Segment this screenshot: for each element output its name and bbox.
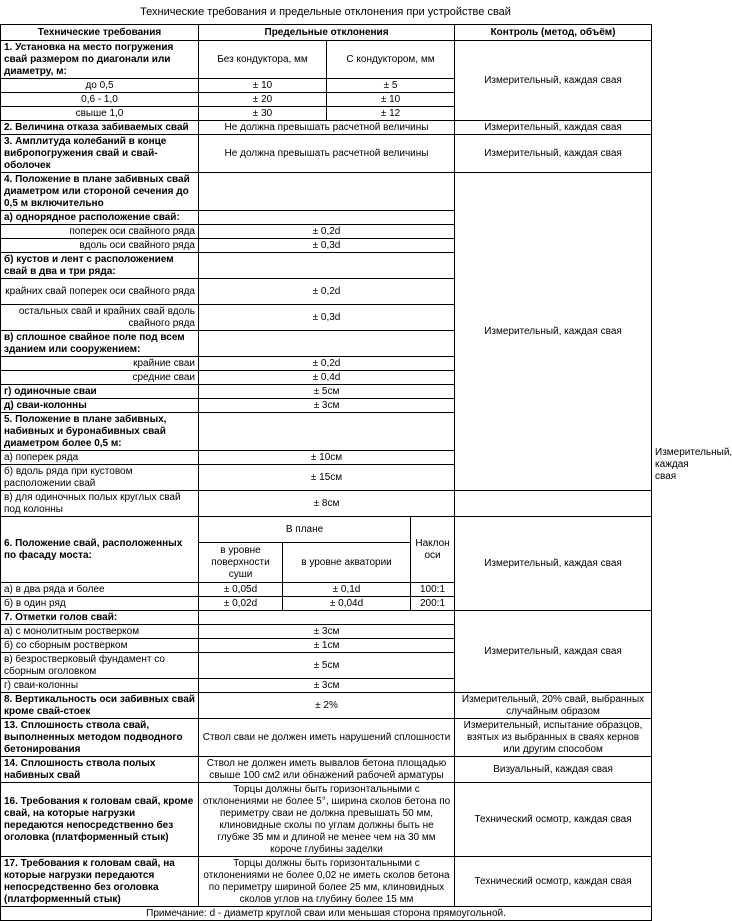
empty-cell: [199, 211, 455, 225]
note-row: [1, 907, 652, 921]
s4a-row-label: вдоль оси свайного ряда: [1, 239, 199, 253]
s4-control: Измерительный, каждая свая: [455, 173, 652, 491]
s16-control: Технический осмотр, каждая свая: [455, 783, 652, 857]
s1-row-a: ± 30: [199, 107, 327, 121]
s1-sub-b: С кондуктором, мм: [327, 41, 455, 79]
s4c-row-value: ± 0,2d: [199, 357, 455, 371]
s6-row-v2: ± 0,04d: [283, 597, 411, 611]
table-row: 5. Положение в плане забивных, набивных и буронабивных свай диаметром более 0,5 м: Измерительный, каждая свая: [1, 413, 652, 451]
table-row: [1, 517, 652, 543]
table-row: [1, 173, 652, 211]
s5-row-label: в) для одиночных полых круглых свай под колонны: [1, 491, 199, 517]
s6-plan-header: В плане: [199, 517, 411, 543]
header-col-requirements: Технические требования: [1, 25, 199, 41]
s1-row-a: ± 10: [199, 79, 327, 93]
s13-title: 13. Сплошность ствола свай, выполненных методом подводного бетонирования: [1, 719, 199, 757]
s7-row-label: а) с монолитным ростверком: [1, 625, 199, 639]
s14-title: 14. Сплошность ствола полых набивных свай: [1, 757, 199, 783]
s7-row-label: г) сваи-колонны: [1, 679, 199, 693]
s13-control: Измерительный, испытание образцов, взятых из выбранных в сваях кернов или другим способом: [455, 719, 652, 757]
s16-title: 16. Требования к головам свай, кроме свай, на которые нагрузки передаются непосредственно без оголовка (платформенный стык): [1, 783, 199, 857]
s7-row-value: ± 1см: [199, 639, 455, 653]
s7-title: 7. Отметки голов свай:: [1, 611, 199, 625]
s4b-row-label: остальных свай и крайних свай вдоль свайного ряда: [1, 305, 199, 331]
s4c-title: в) сплошное свайное поле под всем зданием или сооружением:: [1, 331, 199, 357]
s6-row-v3: 100:1: [411, 583, 455, 597]
s6-row-v2: ± 0,1d: [283, 583, 411, 597]
s4b-row-value: ± 0,2d: [199, 279, 455, 305]
s2-title: 2. Величина отказа забиваемых свай: [1, 121, 199, 135]
s7-control: Измерительный, каждая свая: [455, 611, 652, 693]
s6-tilt-header: Наклон оси: [411, 517, 455, 583]
table-row: [1, 491, 652, 517]
s4a-row-label: поперек оси свайного ряда: [1, 225, 199, 239]
s17-title: 17. Требования к головам свай, на которые нагрузки передаются непосредственно без оголовка (платформенный стык): [1, 857, 199, 907]
s2-value: Не должна превышать расчетной величины: [199, 121, 455, 135]
s4g-value: ± 5см: [199, 385, 455, 399]
s4b-row-label: крайних свай поперек оси свайного ряда: [1, 279, 199, 305]
s13-value: Ствол сваи не должен иметь нарушений сплошности: [199, 719, 455, 757]
s6-sub2-header: в уровне акватории: [283, 543, 411, 583]
s1-sub-a: Без кондуктора, мм: [199, 41, 327, 79]
s14-value: Ствол не должен иметь вывалов бетона площадью свыше 100 см2 или обнажений рабочей арматуры: [199, 757, 455, 783]
table-row: [1, 719, 652, 757]
s4b-title: б) кустов и лент с расположением свай в два и три ряда:: [1, 253, 199, 279]
table-row: [1, 757, 652, 783]
empty-cell: [199, 413, 455, 451]
s14-control: Визуальный, каждая свая: [455, 757, 652, 783]
s1-row-a: ± 20: [199, 93, 327, 107]
s1-row-b: ± 12: [327, 107, 455, 121]
empty-cell: [199, 611, 455, 625]
s17-value: Торцы должны быть горизонтальными с отклонениями не более 0,02 не иметь сколов бетона по периметру шириной более 25 мм, клиновидных сколов углов на глубину более 15 мм: [199, 857, 455, 907]
table-row: [1, 857, 652, 907]
s5-row-value: ± 15см: [199, 465, 455, 491]
s5-title: 5. Положение в плане забивных, набивных и буронабивных свай диаметром более 0,5 м:: [1, 413, 199, 451]
table-row: [1, 121, 652, 135]
s1-row-label: до 0,5: [1, 79, 199, 93]
table-row: [1, 693, 652, 719]
empty-cell: [199, 173, 455, 211]
s1-control: Измерительный, каждая свая: [455, 41, 652, 121]
s5-row-label: а) поперек ряда: [1, 451, 199, 465]
table-note: Примечание: d - диаметр круглой сваи или меньшая сторона прямоугольной.: [1, 907, 652, 921]
s3-title: 3. Амплитуда колебаний в конце вибропогружения свай и свай-оболочек: [1, 135, 199, 173]
empty-cell: [199, 253, 455, 279]
s4d-title: д) сваи-колонны: [1, 399, 199, 413]
s4g-title: г) одиночные сваи: [1, 385, 199, 399]
s4a-row-value: ± 0,2d: [199, 225, 455, 239]
s1-row-label: 0,6 - 1,0: [1, 93, 199, 107]
s8-control: Измерительный, 20% свай, выбранных случайным образом: [455, 693, 652, 719]
s7-row-value: ± 3см: [199, 625, 455, 639]
s8-value: ± 2%: [199, 693, 455, 719]
s1-row-b: ± 5: [327, 79, 455, 93]
s16-value: Торцы должны быть горизонтальными с отклонениями не более 5°, ширина сколов бетона по периметру сваи не должна превышать 50 мм, клиновидные сколы по углам должны быть не глубже 35 мм и длиной не менее чем на 30 мм короче глубины заделки: [199, 783, 455, 857]
s6-row-label: а) в два ряда и более: [1, 583, 199, 597]
s17-control: Технический осмотр, каждая свая: [455, 857, 652, 907]
s4c-row-label: средние сваи: [1, 371, 199, 385]
header-col-deviations: Предельные отклонения: [199, 25, 455, 41]
s1-row-label: свыше 1,0: [1, 107, 199, 121]
s7-row-label: в) безростверковый фундамент со сборным оголовком: [1, 653, 199, 679]
s5-row-value: ± 10см: [199, 451, 455, 465]
s4d-value: ± 3см: [199, 399, 455, 413]
s8-title: 8. Вертикальность оси забивных свай кроме свай-стоек: [1, 693, 199, 719]
s6-row-v1: ± 0,02d: [199, 597, 283, 611]
table-row: [1, 611, 652, 625]
s3-control: Измерительный, каждая свая: [455, 135, 652, 173]
s4c-row-label: крайние сваи: [1, 357, 199, 371]
s1-row-b: ± 10: [327, 93, 455, 107]
s4b-row-value: ± 0,3d: [199, 305, 455, 331]
header-row: [1, 25, 652, 41]
table-row: [1, 783, 652, 857]
s1-title: 1. Установка на место погружения свай размером по диагонали или диаметру, м:: [1, 41, 199, 79]
requirements-table: [0, 24, 732, 921]
header-col-control: Контроль (метод, объём): [455, 25, 652, 41]
s4c-row-value: ± 0,4d: [199, 371, 455, 385]
s4a-row-value: ± 0,3d: [199, 239, 455, 253]
s6-row-v3: 200:1: [411, 597, 455, 611]
s6-row-v1: ± 0,05d: [199, 583, 283, 597]
s4-title: 4. Положение в плане забивных свай диаметром или стороной сечения до 0,5 м включительно: [1, 173, 199, 211]
s7-row-value: ± 5см: [199, 653, 455, 679]
table-row: [1, 41, 652, 79]
empty-cell: [199, 331, 455, 357]
s6-sub1-header: в уровне поверхности суши: [199, 543, 283, 583]
s6-title: 6. Положение свай, расположенных по фасаду моста:: [1, 517, 199, 583]
s7-row-label: б) со сборным ростверком: [1, 639, 199, 653]
s6-row-label: б) в один ряд: [1, 597, 199, 611]
table-row: [1, 135, 652, 173]
s2-control: Измерительный, каждая свая: [455, 121, 652, 135]
s7-row-value: ± 3см: [199, 679, 455, 693]
s5-row-value: ± 8см: [199, 491, 455, 517]
s3-value: Не должна превышать расчетной величины: [199, 135, 455, 173]
s6-control: Измерительный, каждая свая: [455, 517, 652, 611]
s5-row-label: б) вдоль ряда при кустовом расположении свай: [1, 465, 199, 491]
page-title: Технические требования и предельные отклонения при устройстве свай: [140, 6, 511, 18]
s4a-title: а) однорядное расположение свай:: [1, 211, 199, 225]
